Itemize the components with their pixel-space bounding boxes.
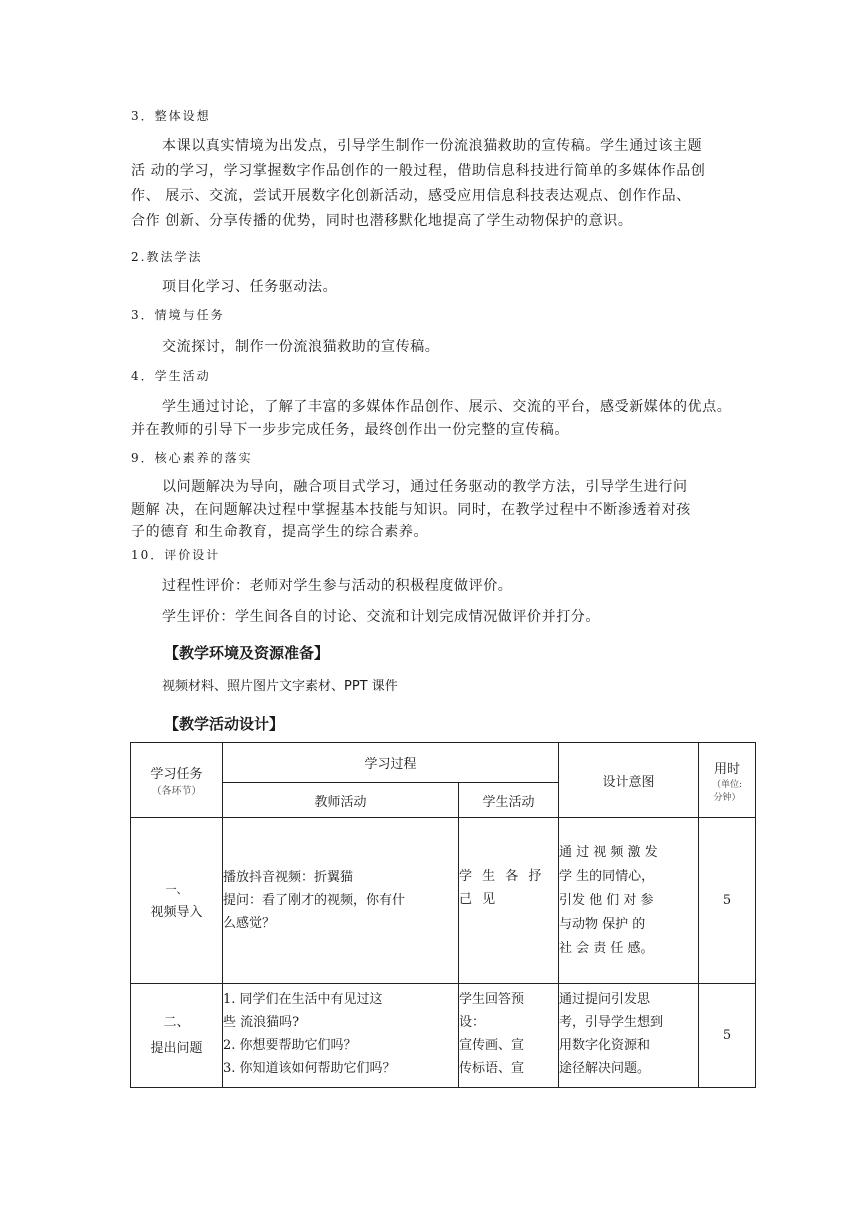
section-title-activity-design: 【教学活动设计】 xyxy=(164,715,285,733)
header-intent-cell xyxy=(559,743,699,818)
design-intent-cell xyxy=(559,818,699,984)
text-line: 么感觉？ xyxy=(223,916,276,931)
header-time-unit: （单位: xyxy=(711,779,743,790)
teacher-activity-cell xyxy=(223,818,459,984)
header-time-label: 用时 xyxy=(714,761,741,777)
time-cell xyxy=(699,818,756,984)
table-row xyxy=(131,984,756,1088)
text-line: 学 生的同情心， xyxy=(559,868,655,884)
header-teacher-label: 教师活动 xyxy=(314,794,367,810)
text-line: 宣传画、宣 xyxy=(459,1038,525,1053)
text-line: 用数字化资源和 xyxy=(559,1038,651,1053)
text-line: 己 见 xyxy=(459,892,499,907)
task-name: 提出问题 xyxy=(150,1040,203,1056)
time-value: 5 xyxy=(722,893,732,908)
text-line: 与动物 保护 的 xyxy=(559,916,646,932)
text-line: 学生回答预 xyxy=(459,992,525,1007)
text-line: 通 过 视 频 激 发 xyxy=(559,844,658,860)
paragraph-line: 项目化学习、任务驱动法。 xyxy=(162,279,338,295)
text-line: 播放抖音视频：折翼猫 xyxy=(223,870,354,885)
task-name: 视频导入 xyxy=(150,904,203,920)
paragraph-line: 题解 决，在问题解决过程中掌握基本技能与知识。同时，在教学过程中不断渗透着对孩 xyxy=(131,502,691,518)
paragraph-line: 学生评价：学生间各自的讨论、交流和计划完成情况做评价并打分。 xyxy=(162,609,600,625)
section-heading-core: 9．核心素养的落实 xyxy=(131,451,253,465)
paragraph-line: 以问题解决为导向，融合项目式学习，通过任务驱动的教学方法，引导学生进行问 xyxy=(162,479,688,495)
task-number: 二、 xyxy=(163,1014,190,1030)
header-time-cell xyxy=(699,743,756,818)
header-process-cell xyxy=(223,743,559,783)
teacher-activity-cell xyxy=(223,984,459,1088)
paragraph-line: 交流探讨，制作一份流浪猫救助的宣传稿。 xyxy=(162,339,440,355)
task-number: 一、 xyxy=(165,882,188,896)
text-line: 3. 你知道该如何帮助它们吗？ xyxy=(223,1061,396,1076)
text-line: 通过提问引发思 xyxy=(559,992,651,1007)
task-cell xyxy=(131,984,223,1088)
student-activity-cell xyxy=(459,818,559,984)
table-row xyxy=(131,818,756,984)
section-heading-overall: 3．整体设想 xyxy=(131,109,211,123)
paragraph-line: 活 动的学习，学习掌握数字作品创作的一般过程，借助信息科技进行简单的多媒体作品创 xyxy=(131,163,706,179)
header-task-label: 学习任务 xyxy=(150,767,203,782)
text-line: 传标语、宣 xyxy=(459,1061,525,1076)
text-line: 些 流浪猫吗? xyxy=(223,1015,300,1030)
paragraph-line: 作、 展示、交流，尝试开展数字化创新活动，感受应用信息科技表达观点、创作作品、 xyxy=(131,188,691,204)
header-time-unit: 分钟） xyxy=(713,792,741,803)
header-student-cell xyxy=(459,783,559,818)
design-intent-cell xyxy=(559,984,699,1088)
time-cell xyxy=(699,984,756,1088)
text-line: 提问：看了刚才的视频，你有什 xyxy=(223,893,406,908)
section-heading-situation: 3．情境与任务 xyxy=(131,308,225,322)
section-heading-activity: 4．学生活动 xyxy=(131,369,211,383)
task-cell xyxy=(131,818,223,984)
section-heading-method: 2.教法学法 xyxy=(131,250,203,264)
header-teacher-cell xyxy=(223,783,459,818)
paragraph-line: 本课以真实情境为出发点，引导学生制作一份流浪猫救助的宣传稿。学生通过该主题 xyxy=(162,138,703,154)
paragraph-line: 子的德育 和生命教育，提高学生的综合素养。 xyxy=(131,524,429,540)
environment-text: 视频材料、照片图片文字素材、PPT 课件 xyxy=(162,679,398,694)
text-line: 2. 你想要帮助它们吗？ xyxy=(223,1038,357,1053)
text-line: 1. 同学们在生活中有见过这 xyxy=(223,992,383,1007)
header-task-cell xyxy=(131,743,223,818)
table-header-row xyxy=(131,743,756,783)
header-task-sublabel: （各环节） xyxy=(151,786,202,797)
text-line: 学 生 各 抒 xyxy=(459,869,545,884)
time-value: 5 xyxy=(722,1028,732,1043)
paragraph-line: 学生通过讨论，了解了丰富的多媒体作品创作、展示、交流的平台，感受新媒体的优点。 xyxy=(162,399,732,415)
header-intent-label: 设计意图 xyxy=(602,774,655,790)
section-heading-evaluation: 10．评价设计 xyxy=(131,548,221,562)
text-line: 社 会 责 任 感。 xyxy=(559,940,654,956)
header-process-label: 学习过程 xyxy=(364,757,417,772)
paragraph-line: 过程性评价：老师对学生参与活动的积极程度做评价。 xyxy=(162,578,513,594)
paragraph-line: 合作 创新、分享传播的优势，同时也潜移默化地提高了学生动物保护的意识。 xyxy=(131,213,633,229)
text-line: 设： xyxy=(459,1015,486,1030)
activity-design-table xyxy=(130,742,756,1088)
student-activity-cell xyxy=(459,984,559,1088)
header-student-label: 学生活动 xyxy=(482,794,535,810)
text-line: 途径解决问题。 xyxy=(559,1061,651,1076)
text-line: 引发 他 们 对 参 xyxy=(559,892,654,908)
section-title-environment: 【教学环境及资源准备】 xyxy=(164,644,330,662)
paragraph-line: 并在教师的引导下一步步完成任务，最终创作出一份完整的宣传稿。 xyxy=(131,422,569,438)
text-line: 考，引导学生想到 xyxy=(559,1015,664,1030)
